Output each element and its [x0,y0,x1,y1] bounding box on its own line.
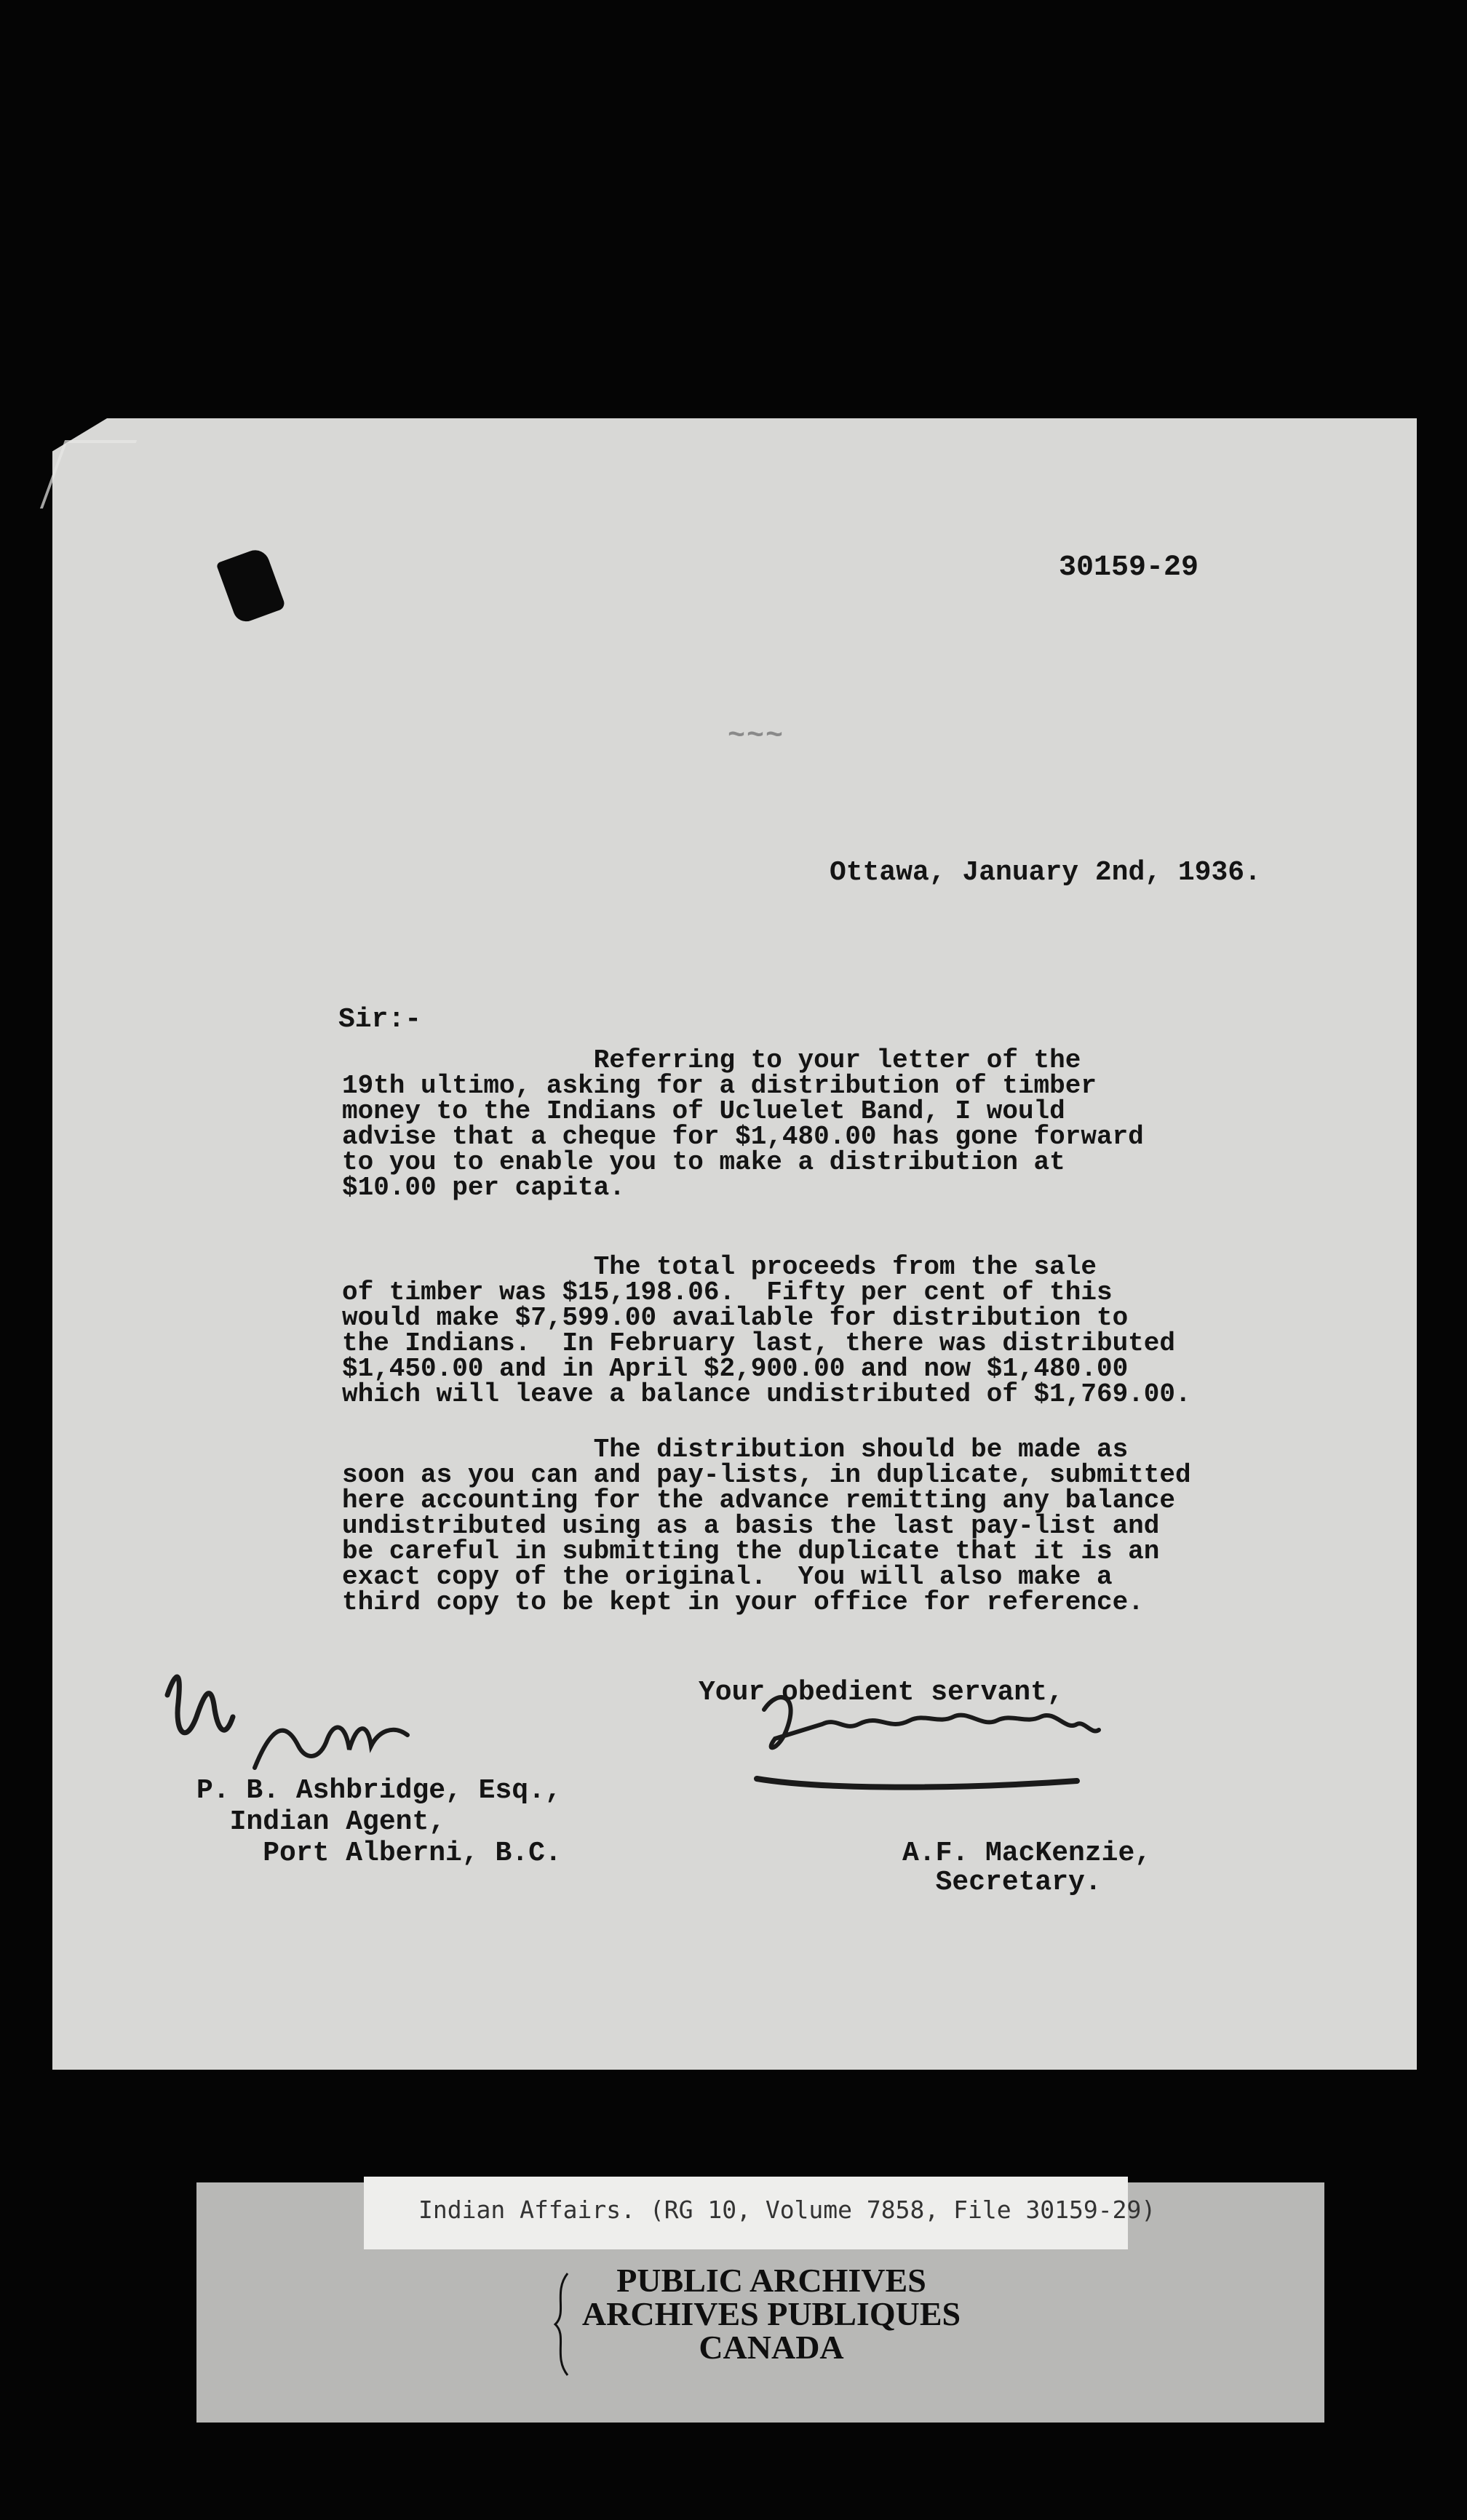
signer-name-title: A.F. MacKenzie, Secretary. [902,1838,1152,1898]
archive-line-1: PUBLIC ARCHIVES [616,2262,926,2299]
handwritten-signature [735,1680,1142,1804]
archive-stamp [553,2264,990,2364]
salutation: Sir:- [338,1004,422,1035]
body-paragraph-2: The total proceeds from the sale of timber was $15,198.06. Fifty per cent of this would make $7,599.00 available for distribution to the Indians. In February last, there was distributed $1,450.00 and in April $2,900.00 and now $1,480.00 which will leave a balance undistributed of $1,769.00. [342,1252,1191,1409]
archive-line-2: ARCHIVES PUBLIQUES [581,2295,961,2332]
faded-stamp: ~~~ [728,720,785,753]
closing-line: Your obedient servant, [699,1677,1064,1708]
body-paragraph-3: The distribution should be made as soon as you can and pay-lists, in duplicate, submitted here accounting for the advance remitting any balance undistributed using as a basis the last pay-list and be careful in submitting the duplicate that it is an exact copy of the original. You will also make a third copy to be kept in your office for reference. [342,1435,1191,1617]
body-paragraph-1: Referring to your letter of the 19th ultimo, asking for a distribution of timber money to the Indians of Ucluelet Band, I would advise that a cheque for $1,480.00 has gone forward to you to enable you to make a distribution at $10.00 per capita. [342,1045,1144,1203]
archive-line-3: CANADA [699,2329,844,2366]
date-line: Ottawa, January 2nd, 1936. [830,857,1261,888]
file-reference-number: 30159-29 [1059,551,1199,584]
addressee-block: P. B. Ashbridge, Esq., Indian Agent, Port Alberni, B.C. [196,1775,562,1869]
archive-reference-text: Indian Affairs. (RG 10, Volume 7858, File 30159-29) [418,2196,1156,2224]
